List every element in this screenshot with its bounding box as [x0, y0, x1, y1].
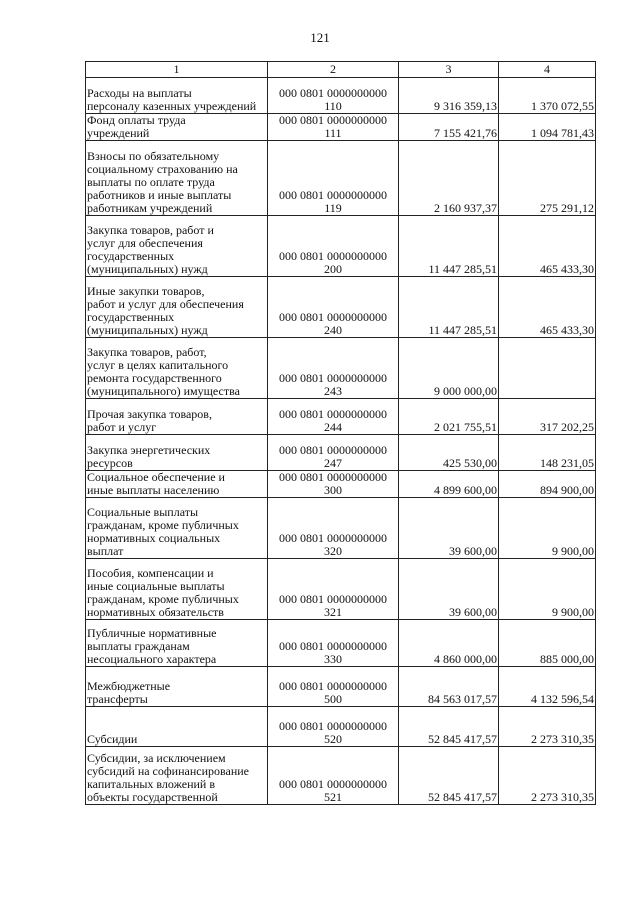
- row-value-col4-text: 465 433,30: [540, 323, 594, 337]
- row-name-cell-text: Закупка энергетических ресурсов: [87, 443, 211, 470]
- row-value-col3: [399, 707, 499, 747]
- column-header-4: 4: [499, 62, 596, 78]
- row-name-cell: [86, 747, 268, 805]
- page-number: 121: [310, 30, 330, 45]
- row-name-cell-text: Социальные выплаты гражданам, кроме публичных нормативных социальных выплат: [87, 505, 239, 558]
- row-name-cell: [86, 559, 268, 620]
- row-value-col4: [499, 216, 596, 277]
- row-value-col3: [399, 620, 499, 667]
- row-value-col3-text: 11 447 285,51: [428, 323, 497, 337]
- table-row: [86, 78, 596, 114]
- row-code-cell: [268, 471, 399, 498]
- row-value-col3-text: 2 021 755,51: [434, 420, 497, 434]
- table-row: [86, 338, 596, 399]
- table-row: [86, 667, 596, 707]
- row-name-cell: [86, 471, 268, 498]
- row-name-cell: [86, 707, 268, 747]
- row-name-cell-text: Социальное обеспечение и иные выплаты населению: [87, 470, 225, 497]
- row-name-cell-text: Закупка товаров, работ, услуг в целях капитального ремонта государственного (муниципального) имущества: [87, 345, 240, 398]
- row-code-cell: [268, 559, 399, 620]
- row-value-col4-text: 9 900,00: [552, 605, 594, 619]
- row-name-cell-text: Субсидии, за исключением субсидий на софинансирование капитальных вложений в объекты государственной: [87, 751, 250, 804]
- row-value-col3: [399, 559, 499, 620]
- row-name-cell: [86, 498, 268, 559]
- row-code-cell-text: 000 0801 0000000000 110: [279, 86, 387, 113]
- row-code-cell: [268, 216, 399, 277]
- row-code-cell: [268, 747, 399, 805]
- row-code-cell-text: 000 0801 0000000000 247: [279, 443, 387, 470]
- row-code-cell-text: 000 0801 0000000000 500: [279, 679, 387, 706]
- row-value-col3: [399, 141, 499, 216]
- row-value-col4-text: 148 231,05: [540, 456, 594, 470]
- row-value-col4: [499, 338, 596, 399]
- header-row: [86, 62, 596, 78]
- row-value-col3-text: 9 316 359,13: [434, 99, 497, 113]
- row-value-col4: [499, 559, 596, 620]
- row-name-cell-text: Закупка товаров, работ и услуг для обеспечения государственных (муниципальных) нужд: [87, 223, 214, 276]
- row-code-cell: [268, 435, 399, 471]
- row-value-col4: [499, 667, 596, 707]
- row-value-col4: [499, 277, 596, 338]
- row-value-col3: [399, 277, 499, 338]
- row-value-col3-text: 39 600,00: [449, 605, 497, 619]
- row-code-cell: [268, 141, 399, 216]
- row-code-cell: [268, 78, 399, 114]
- row-code-cell: [268, 707, 399, 747]
- row-name-cell-text: Прочая закупка товаров, работ и услуг: [87, 407, 212, 434]
- table-row: [86, 471, 596, 498]
- row-name-cell: [86, 141, 268, 216]
- row-code-cell-text: 000 0801 0000000000 321: [279, 592, 387, 619]
- table-row: [86, 747, 596, 805]
- row-value-col4-text: 9 900,00: [552, 544, 594, 558]
- row-name-cell: [86, 338, 268, 399]
- row-value-col4-text: 2 273 310,35: [531, 790, 594, 804]
- row-name-cell-text: Взносы по обязательному социальному страхованию на выплаты по оплате труда работников и иные выплаты работникам учреждений: [87, 149, 238, 215]
- row-code-cell: [268, 399, 399, 435]
- row-name-cell: [86, 667, 268, 707]
- row-code-cell: [268, 338, 399, 399]
- row-code-cell-text: 000 0801 0000000000 330: [279, 639, 387, 666]
- row-name-cell: [86, 399, 268, 435]
- row-value-col3: [399, 338, 499, 399]
- row-value-col3-text: 39 600,00: [449, 544, 497, 558]
- table-row: [86, 498, 596, 559]
- row-code-cell: [268, 498, 399, 559]
- row-value-col3-text: 4 899 600,00: [434, 483, 497, 497]
- table-row: [86, 559, 596, 620]
- row-name-cell: [86, 277, 268, 338]
- row-value-col3: [399, 471, 499, 498]
- row-name-cell-text: Фонд оплаты труда учреждений: [87, 113, 186, 140]
- row-name-cell-text: Иные закупки товаров, работ и услуг для обеспечения государственных (муниципальных) нужд: [87, 284, 244, 337]
- row-code-cell-text: 000 0801 0000000000 300: [279, 470, 387, 497]
- row-code-cell: [268, 114, 399, 141]
- row-value-col4-text: 885 000,00: [540, 652, 594, 666]
- row-name-cell-text: Субсидии: [87, 732, 138, 746]
- budget-table: [85, 61, 596, 805]
- row-value-col4-text: 4 132 596,54: [531, 692, 594, 706]
- row-value-col3-text: 4 860 000,00: [434, 652, 497, 666]
- row-value-col3: [399, 667, 499, 707]
- row-value-col3-text: 2 160 937,37: [434, 201, 497, 215]
- row-value-col3: [399, 399, 499, 435]
- row-value-col4: [499, 114, 596, 141]
- row-name-cell: [86, 620, 268, 667]
- row-code-cell: [268, 667, 399, 707]
- row-value-col4-text: 1 094 781,43: [531, 126, 594, 140]
- row-value-col4: [499, 747, 596, 805]
- table-row: [86, 707, 596, 747]
- row-value-col3-text: 52 845 417,57: [428, 790, 497, 804]
- row-code-cell-text: 000 0801 0000000000 119: [279, 188, 387, 215]
- row-value-col4-text: 275 291,12: [540, 201, 594, 215]
- table-row: [86, 399, 596, 435]
- row-code-cell-text: 000 0801 0000000000 520: [279, 719, 387, 746]
- column-header-2: 2: [268, 62, 399, 78]
- column-header-3: 3: [399, 62, 499, 78]
- row-value-col3-text: 425 530,00: [443, 456, 497, 470]
- row-value-col4: [499, 78, 596, 114]
- row-name-cell: [86, 78, 268, 114]
- row-value-col4: [499, 141, 596, 216]
- row-code-cell: [268, 277, 399, 338]
- table-row: [86, 114, 596, 141]
- row-value-col4-text: 2 273 310,35: [531, 732, 594, 746]
- row-value-col4: [499, 498, 596, 559]
- row-value-col3: [399, 78, 499, 114]
- row-name-cell-text: Публичные нормативные выплаты гражданам несоциального характера: [87, 626, 217, 666]
- row-value-col3-text: 7 155 421,76: [434, 126, 497, 140]
- row-code-cell-text: 000 0801 0000000000 244: [279, 407, 387, 434]
- row-code-cell-text: 000 0801 0000000000 320: [279, 531, 387, 558]
- table-row: [86, 216, 596, 277]
- row-name-cell-text: Межбюджетные трансферты: [87, 679, 171, 706]
- row-value-col4-text: 317 202,25: [540, 420, 594, 434]
- row-value-col4: [499, 707, 596, 747]
- row-code-cell-text: 000 0801 0000000000 240: [279, 310, 387, 337]
- row-code-cell-text: 000 0801 0000000000 200: [279, 249, 387, 276]
- row-value-col3-text: 84 563 017,57: [428, 692, 497, 706]
- row-value-col4: [499, 399, 596, 435]
- row-value-col3: [399, 114, 499, 141]
- row-name-cell: [86, 435, 268, 471]
- row-value-col3: [399, 498, 499, 559]
- row-name-cell-text: Расходы на выплаты персоналу казенных учреждений: [87, 86, 257, 113]
- row-value-col3: [399, 747, 499, 805]
- row-value-col3: [399, 435, 499, 471]
- table-row: [86, 141, 596, 216]
- row-code-cell-text: 000 0801 0000000000 111: [279, 113, 387, 140]
- row-code-cell-text: 000 0801 0000000000 521: [279, 777, 387, 804]
- row-value-col4-text: 465 433,30: [540, 262, 594, 276]
- row-name-cell: [86, 114, 268, 141]
- row-value-col4-text: 1 370 072,55: [531, 99, 594, 113]
- table-row: [86, 277, 596, 338]
- row-value-col4: [499, 620, 596, 667]
- table-row: [86, 620, 596, 667]
- row-value-col3-text: 52 845 417,57: [428, 732, 497, 746]
- row-name-cell: [86, 216, 268, 277]
- row-code-cell-text: 000 0801 0000000000 243: [279, 371, 387, 398]
- row-name-cell-text: Пособия, компенсации и иные социальные выплаты гражданам, кроме публичных нормативных обязательств: [87, 566, 239, 619]
- row-value-col3-text: 11 447 285,51: [428, 262, 497, 276]
- row-value-col4-text: 894 900,00: [540, 483, 594, 497]
- table-row: [86, 435, 596, 471]
- row-value-col3-text: 9 000 000,00: [434, 384, 497, 398]
- row-value-col3: [399, 216, 499, 277]
- column-header-1: 1: [86, 62, 268, 78]
- row-value-col4: [499, 435, 596, 471]
- row-code-cell: [268, 620, 399, 667]
- row-value-col4: [499, 471, 596, 498]
